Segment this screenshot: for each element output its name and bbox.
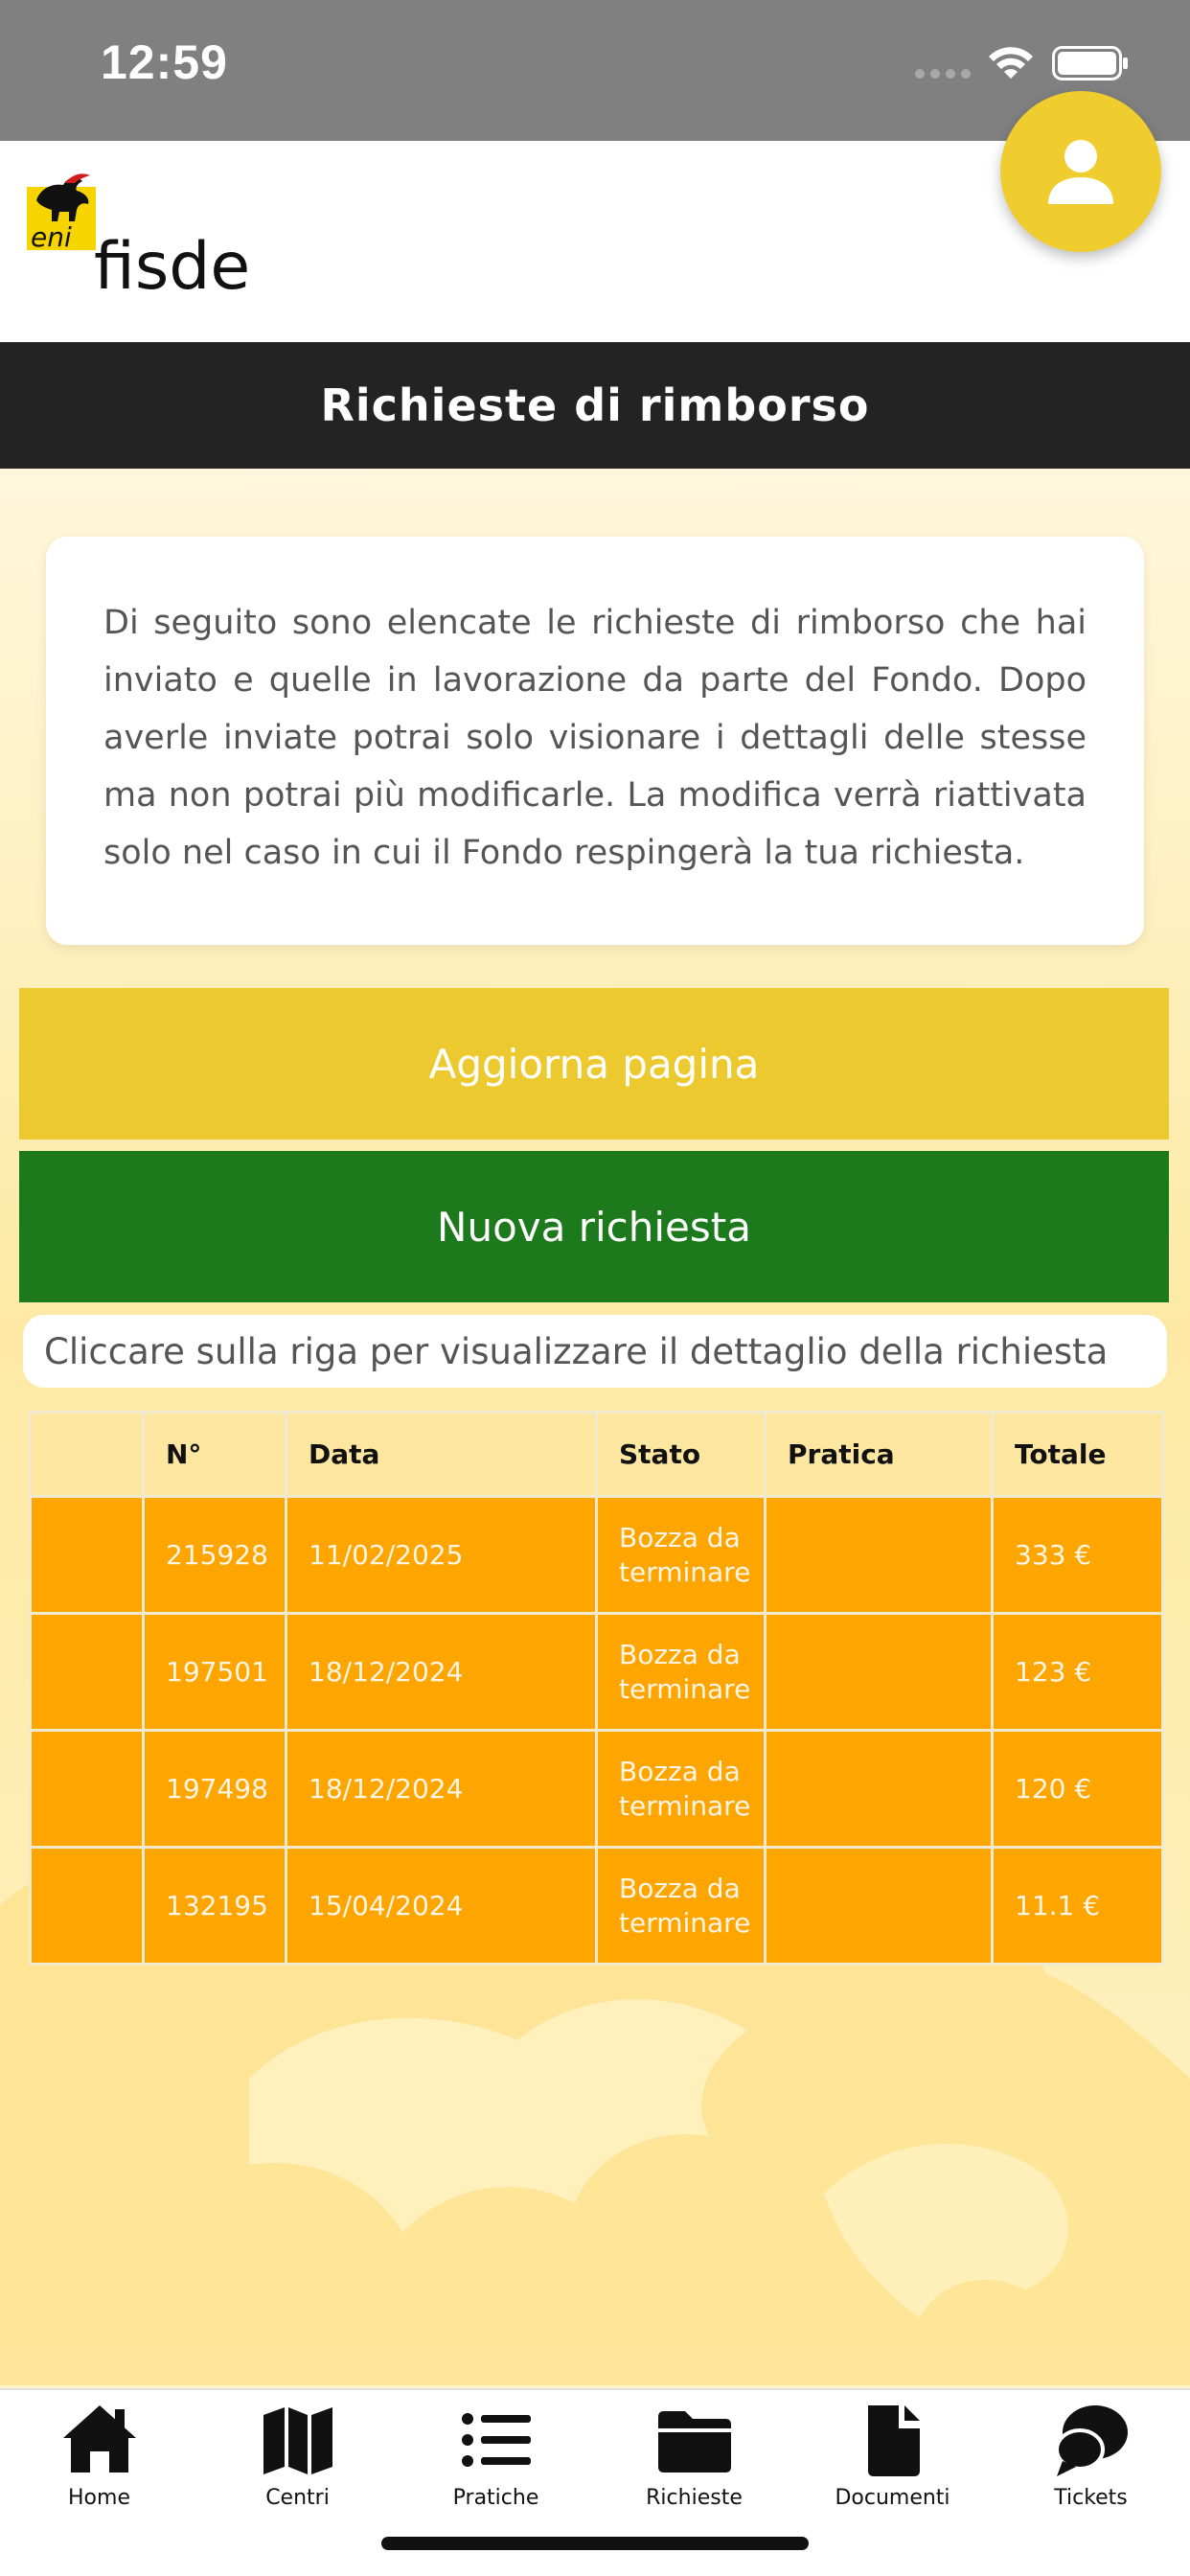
info-card (46, 537, 1144, 945)
wifi-icon (987, 44, 1035, 82)
status-bar (0, 0, 1190, 141)
status-time: 12:59 (101, 35, 228, 89)
tab-documenti[interactable] (793, 2390, 992, 2534)
tab-label: Tickets (1054, 2486, 1128, 2510)
table-row[interactable] (31, 1497, 1163, 1614)
info-text: Di seguito sono elencate le richieste di rimborso che hai inviato e quelle in lavorazione da parte del Fondo. Dopo averle inviate potrai solo visionare i dettagli delle stesse ma non potrai più modificarle. La modifica verrà riattivata solo nel caso in cui il Fondo respingerà la tua richiesta. (103, 604, 1087, 872)
cell-status: Bozza da terminare (597, 1614, 766, 1731)
cell-date: 15/04/2024 (286, 1848, 597, 1965)
app-logo-text: fisde (94, 229, 251, 305)
table-hint (23, 1315, 1167, 1388)
tab-home[interactable] (0, 2390, 198, 2534)
cell-total: 333 € (993, 1497, 1163, 1614)
cell-practice (766, 1614, 993, 1731)
requests-table (29, 1411, 1161, 1966)
cell-total: 11.1 € (993, 1848, 1163, 1965)
cell-date: 11/02/2025 (286, 1497, 597, 1614)
document-icon (853, 2400, 933, 2480)
tab-label: Home (68, 2486, 130, 2510)
cell-select (31, 1848, 144, 1965)
list-icon (456, 2400, 537, 2480)
profile-button[interactable] (1000, 91, 1161, 252)
folder-icon (654, 2400, 735, 2480)
cell-status: Bozza da terminare (597, 1731, 766, 1848)
home-icon (59, 2400, 140, 2480)
cell-select (31, 1614, 144, 1731)
cell-date: 18/12/2024 (286, 1731, 597, 1848)
column-header-practice: Pratica (766, 1413, 993, 1497)
page-title: Richieste di rimborso (320, 380, 870, 431)
tab-label: Documenti (835, 2486, 950, 2510)
cell-practice (766, 1497, 993, 1614)
user-icon (1044, 135, 1117, 208)
page-title-bar (0, 342, 1190, 469)
tab-richieste[interactable] (595, 2390, 793, 2534)
map-icon (258, 2400, 338, 2480)
column-header-select (31, 1413, 144, 1497)
column-header-date: Data (286, 1413, 597, 1497)
table-row[interactable] (31, 1848, 1163, 1965)
cell-status: Bozza da terminare (597, 1497, 766, 1614)
cell-total: 120 € (993, 1731, 1163, 1848)
tab-centri[interactable] (198, 2390, 397, 2534)
eni-logo-icon (27, 168, 100, 260)
cell-number: 197498 (144, 1731, 286, 1848)
cellular-signal-icon (915, 69, 971, 79)
chat-icon (1051, 2400, 1132, 2480)
column-header-total: Totale (993, 1413, 1163, 1497)
table-header-row (31, 1413, 1163, 1497)
svg-text:eni: eni (31, 221, 72, 253)
tab-label: Richieste (646, 2486, 743, 2510)
tab-label: Centri (265, 2486, 330, 2510)
cell-practice (766, 1848, 993, 1965)
table-row[interactable] (31, 1614, 1163, 1731)
cell-total: 123 € (993, 1614, 1163, 1731)
cell-select (31, 1731, 144, 1848)
table-hint-text: Cliccare sulla riga per visualizzare il dettaglio della richiesta (44, 1330, 1109, 1372)
tab-label: Pratiche (452, 2486, 539, 2510)
refresh-page-button[interactable]: Aggiorna pagina (19, 988, 1169, 1139)
cell-practice (766, 1731, 993, 1848)
tab-pratiche[interactable] (397, 2390, 595, 2534)
tab-tickets[interactable] (992, 2390, 1190, 2534)
table-row[interactable] (31, 1731, 1163, 1848)
cell-number: 215928 (144, 1497, 286, 1614)
column-header-status: Stato (597, 1413, 766, 1497)
cell-date: 18/12/2024 (286, 1614, 597, 1731)
cell-number: 197501 (144, 1614, 286, 1731)
home-indicator (381, 2537, 809, 2550)
cell-select (31, 1497, 144, 1614)
cell-status: Bozza da terminare (597, 1848, 766, 1965)
cell-number: 132195 (144, 1848, 286, 1965)
battery-icon (1052, 46, 1129, 80)
column-header-number: N° (144, 1413, 286, 1497)
new-request-button[interactable]: Nuova richiesta (19, 1151, 1169, 1302)
